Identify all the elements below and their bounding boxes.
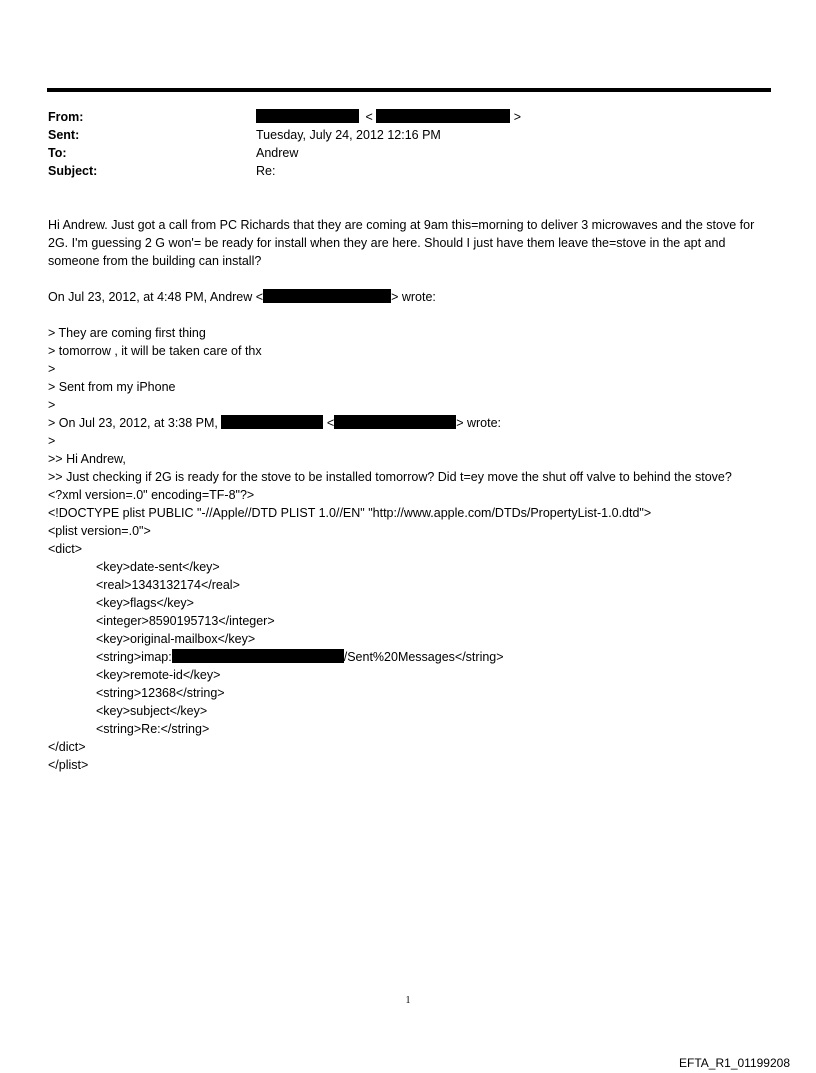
xml-line: <dict> [48, 542, 83, 556]
quote-line: > They are coming first thing [48, 326, 206, 340]
xml-line: <key>original-mailbox</key> [96, 632, 256, 646]
subject-row [48, 162, 521, 180]
quote-intro-text: > On Jul 23, 2012, at 3:38 PM, [48, 416, 218, 430]
xml-line: <?xml version=.0" encoding=TF-8"?> [48, 488, 255, 502]
sent-row [48, 126, 521, 144]
from-value [256, 108, 521, 126]
reply-intro-end: > wrote: [391, 290, 436, 304]
from-label: From: [48, 110, 84, 124]
xml-line: <!DOCTYPE plist PUBLIC "-//Apple//DTD PLIST 1.0//EN" "http://www.apple.com/DTDs/PropertyList-1.0.dtd"> [48, 506, 652, 520]
quote-intro-end: > wrote: [456, 416, 501, 430]
xml-line: </dict> [48, 740, 86, 754]
xml-line: <string>Re:</string> [96, 722, 210, 736]
to-row [48, 144, 521, 162]
quote-line: > tomorrow , it will be taken care of thx [48, 344, 262, 358]
reply-intro-text: On Jul 23, 2012, at 4:48 PM, Andrew < [48, 290, 264, 304]
quote-line: > [48, 398, 56, 412]
reply-intro [48, 288, 760, 306]
redaction-box [221, 415, 323, 429]
xml-line: <key>subject</key> [96, 704, 208, 718]
from-lt: < [365, 110, 373, 124]
quote-lt: < [326, 416, 335, 430]
xml-line: </plist> [48, 758, 89, 772]
header-rule [47, 88, 771, 92]
to-value: Andrew [256, 146, 299, 160]
xml-line: <key>date-sent</key> [96, 560, 220, 574]
quote-line: >> Just checking if 2G is ready for the stove to be installed tomorrow? Did t=ey move the shut off valve to behind the stove? [48, 470, 732, 484]
quote-line [48, 414, 760, 432]
redaction-box [256, 109, 359, 123]
redaction-box [172, 649, 344, 663]
xml-line: <real>1343132174</real> [96, 578, 240, 592]
quote-line: > Sent from my iPhone [48, 380, 176, 394]
xml-imap-start: <string>imap: [96, 650, 172, 664]
from-gt: > [513, 110, 522, 124]
xml-line: <plist version=.0"> [48, 524, 151, 538]
xml-line: <integer>8590195713</integer> [96, 614, 275, 628]
xml-imap-end: /Sent%20Messages</string> [343, 650, 504, 664]
bates-number: EFTA_R1_01199208 [679, 1056, 790, 1070]
redaction-box [376, 109, 510, 123]
subject-value: Re: [256, 164, 276, 178]
message-text: Hi Andrew. Just got a call from PC Richards that they are coming at 9am this=morning to deliver 3 microwaves and the stove for 2G. I'm guessing 2 G won'= be ready for install when they are here. Should I just have them leave the=stove in the apt and someone from the building can install? [48, 218, 755, 268]
email-body [48, 216, 760, 774]
quote-line: >> Hi Andrew, [48, 452, 126, 466]
quote-line: > [48, 434, 56, 448]
redaction-box [334, 415, 456, 429]
subject-label: Subject: [48, 164, 98, 178]
xml-line: <key>flags</key> [96, 596, 194, 610]
to-label: To: [48, 146, 67, 160]
xml-line: <key>remote-id</key> [96, 668, 221, 682]
xml-line [48, 648, 760, 666]
email-header [48, 108, 521, 180]
xml-line: <string>12368</string> [96, 686, 225, 700]
sent-label: Sent: [48, 128, 80, 142]
from-row [48, 108, 521, 126]
redaction-box [263, 289, 391, 303]
page-number: 1 [405, 995, 411, 1006]
sent-value: Tuesday, July 24, 2012 12:16 PM [256, 128, 441, 142]
quote-line: > [48, 362, 56, 376]
